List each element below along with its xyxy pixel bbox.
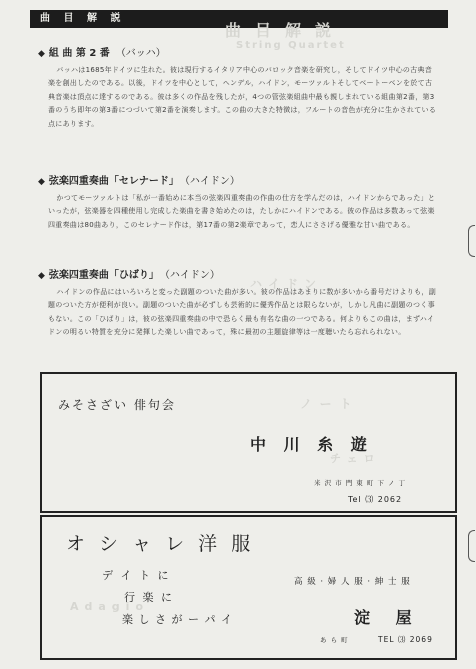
show-through-text: Adagio — [70, 600, 150, 613]
ad-shop-address: あ ら 町 — [320, 636, 349, 644]
ad-fashion-shop — [40, 515, 457, 660]
ad-haiku-society — [40, 372, 457, 513]
show-through-text: String Quartet — [236, 40, 346, 51]
section-2-body: かつてモーツァルトは「私が一番始めに本当の弦楽四重奏曲の作曲の仕方を学んだのは，ハイドンからであった」といったが，弦楽器を四種使用し完成した楽曲を書き始めたのは，たしかにハイドンである。彼の作品は多数あって弦楽四重奏曲は80曲あり，このセレナード作は，第17番の第2楽章であって，恋人にささげる優雅な甘い曲である。 — [48, 194, 436, 229]
section-3-title: 弦楽四重奏曲「ひばり」 — [48, 270, 159, 281]
diamond-icon: ◆ — [38, 271, 45, 281]
margin-notch — [468, 225, 475, 257]
ad-address: 米 沢 市 門 東 町 下 ノ 丁 — [314, 479, 407, 487]
section-2-title: 弦楽四重奏曲「セレナード」 — [48, 176, 179, 187]
show-through-text: チェロ — [330, 452, 381, 465]
ad-category: 高 級 · 婦 人 服 · 紳 士 服 — [294, 577, 411, 587]
ad-tel: Tel ⑶ 2062 — [348, 495, 403, 504]
section-3-body: ハイドンの作品にはいろいろと変った副題のついた曲が多い。彼の作品はあまりに数が多いから番号だけよりも，副題のついた方が便利が良い。副題のついた曲が必ずしも芸術的に優秀作品とは限らないが，しかし凡曲に副題のつく事もない。この「ひばり」は，彼の弦楽四重奏曲の中で恐らく最も有名な曲の一つである。何よりもこの曲は，まずハイドンの明るい特質を充分に発揮した楽しい曲であって，殊に最初の主題旋律等は一度聴いたら忘れられない。 — [48, 288, 436, 337]
section-3-heading — [38, 266, 220, 281]
ad-slogan-2: 行 楽 に — [124, 591, 174, 604]
page-header: 曲 目 解 説 — [30, 10, 448, 28]
show-through-text: ハイドン — [250, 277, 323, 291]
section-1-title: 組 曲 第 2 番 — [48, 48, 110, 59]
ad-person-name: 中 川 糸 遊 — [250, 435, 373, 454]
section-2-heading — [38, 172, 240, 187]
show-through-text: ノート — [300, 397, 360, 411]
ad-shop-tel: TEL ⑶ 2069 — [378, 635, 433, 644]
section-1-heading — [38, 44, 166, 59]
section-3-subtitle: （ハイドン） — [164, 270, 220, 281]
ad-slogan-1: デ イ ト に — [102, 569, 171, 582]
diamond-icon: ◆ — [38, 177, 45, 187]
section-1-body: バッハは1685年ドイツに生れた。彼は現行するイタリア中心のバロック音楽を研究し，そしてドイツ中心の古典音楽を創出したのである。以後，ドイツを中心として，ヘンデル，ハイドン，モーツァルトそしてベートーベンを於て古典音楽は頂点に達するのである。彼は多くの作品を残したが，4つの管弦楽組曲中最も親しまれている組曲第2番，第3番のうち即年の第3番につづいて第2番を演奏します。この曲の大きた特徴は，フルートの音色が充分に生かされている点にあります。 — [48, 66, 437, 128]
ad-slogan-3: 楽 し さ が ー パ イ — [122, 613, 233, 626]
section-1-subtitle: （バッハ） — [115, 48, 166, 59]
show-through-text: 曲目解説 — [225, 21, 346, 40]
ad-shop-name: 淀 屋 — [354, 608, 422, 627]
margin-notch — [468, 530, 475, 562]
diamond-icon: ◆ — [38, 49, 45, 59]
ad-brand: オ シ ャ レ 洋 服 — [66, 533, 255, 555]
ad-group-name: みそさざい 俳句会 — [58, 398, 176, 412]
section-2-subtitle: （ハイドン） — [184, 176, 240, 187]
